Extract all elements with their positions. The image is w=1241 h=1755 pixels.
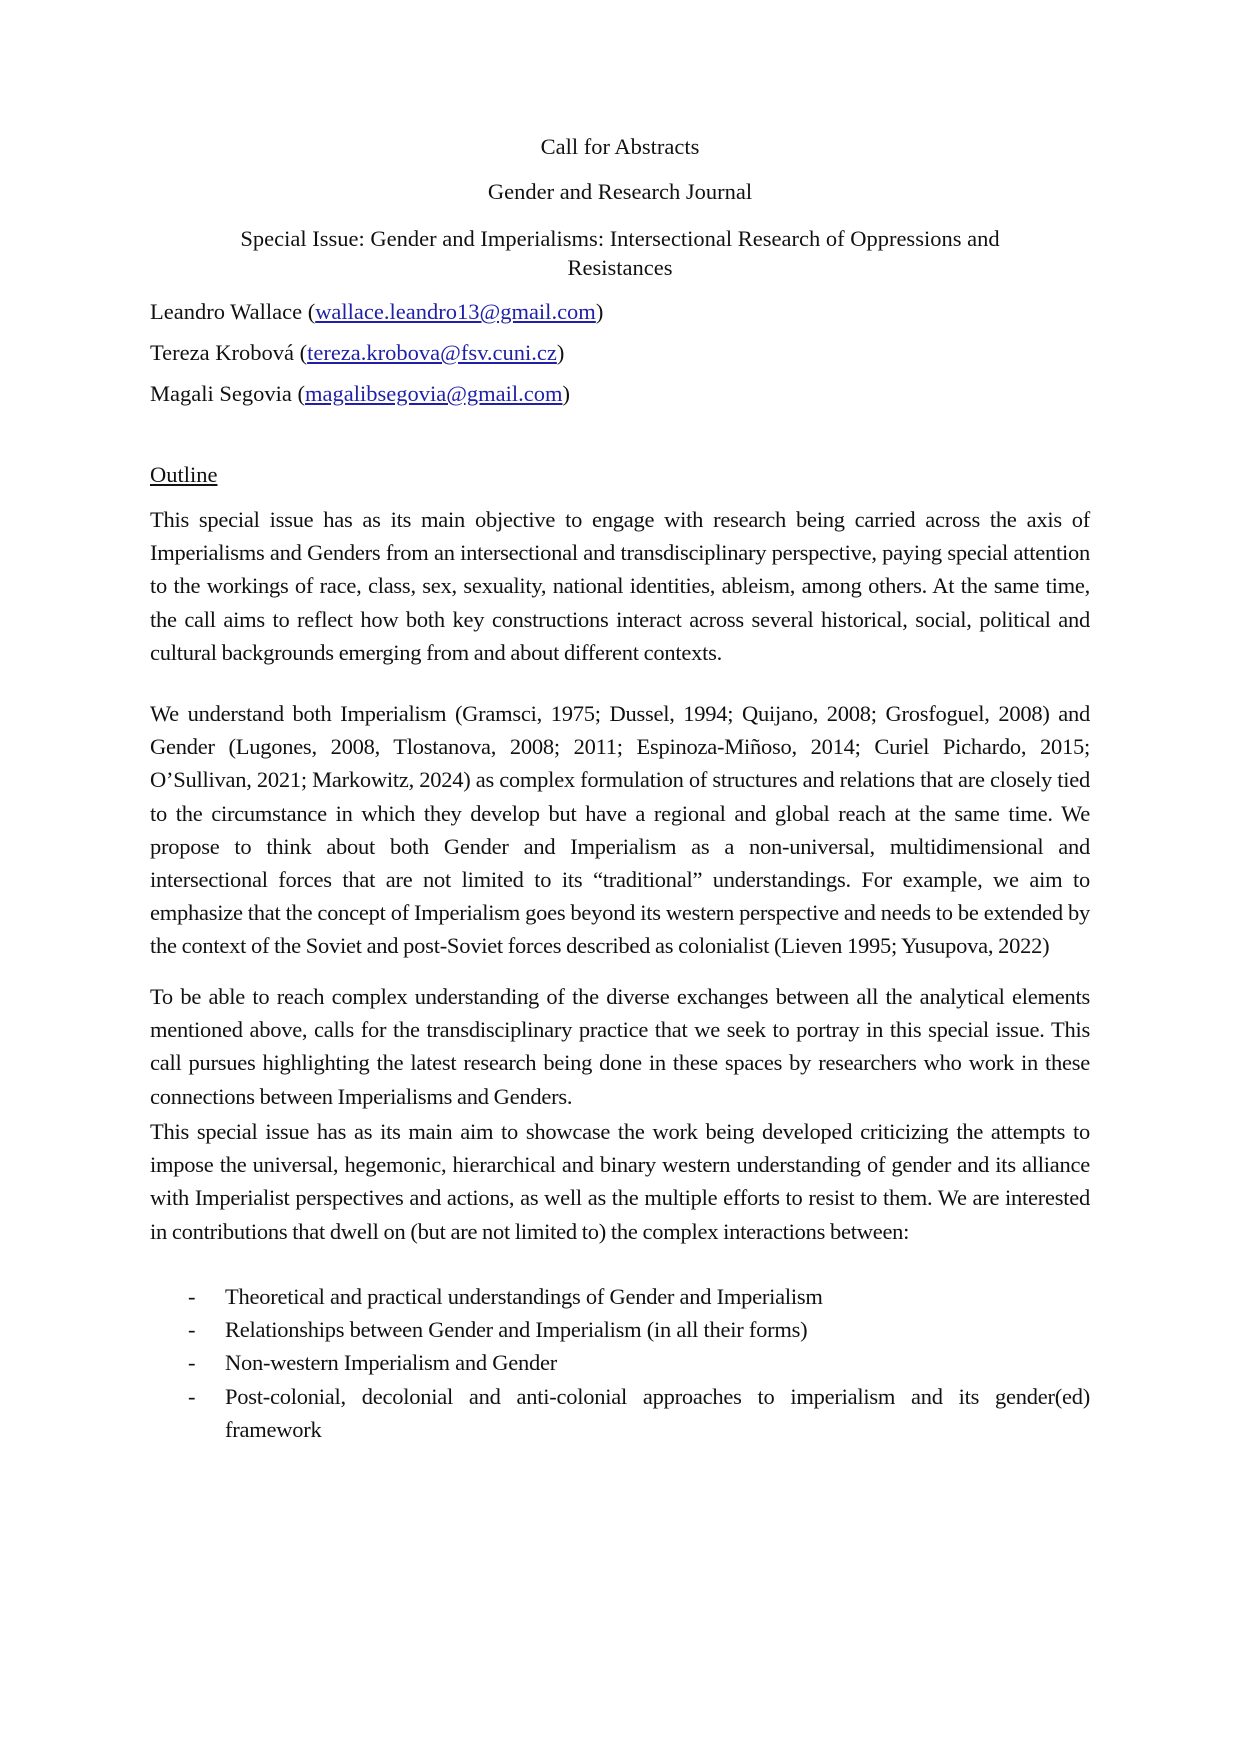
list-item <box>150 1280 1090 1313</box>
close-paren: ) <box>595 299 604 324</box>
author-email-link[interactable]: tereza.krobova@fsv.cuni.cz <box>307 340 557 365</box>
author-name: Magali Segovia <box>150 381 292 406</box>
document-title: Call for Abstracts <box>540 134 700 159</box>
open-paren: ( <box>293 340 308 365</box>
author-line <box>150 336 564 369</box>
list-item <box>150 1346 1090 1379</box>
author-name: Tereza Krobová <box>150 340 294 365</box>
paragraph-understanding: We understand both Imperialism (Gramsci, 1975; Dussel, 1994; Quijano, 2008; Grosfoguel, 2008) and Gender (Lugones, 2008, Tlostanova, 2008; 2011; Espinoza-Miñoso, 2014; Curiel Pichardo, 2015; O’Sullivan, 2021; Markowitz, 2024) as complex formulation of structures and relations that are closely tied to the circumstance in which they develop but have a regional and global reach at the same time. We propose to think about both Gender and Imperialism as a non-universal, multidimensional and intersectional forces that are not limited to its “traditional” understandings. For example, we aim to emphasize that the concept of Imperialism goes beyond its western perspective and needs to be extended by the context of the Soviet and post-Soviet forces described as colonialist (Lieven 1995; Yusupova, 2022) <box>150 701 1090 959</box>
paragraph-transdisciplinary: To be able to reach complex understanding of the diverse exchanges between all the analytical elements mentioned above, calls for the transdisciplinary practice that we seek to portray in this special issue. This call pursues highlighting the latest research being done in these spaces by researchers who work in these connections between Imperialisms and Genders. <box>150 984 1090 1109</box>
author-line <box>150 295 603 328</box>
dash-bullet-icon: - <box>188 1284 196 1309</box>
dash-bullet-icon: - <box>188 1383 196 1409</box>
paragraph-aim: This special issue has as its main aim to showcase the work being developed criticizing the attempts to impose the universal, hegemonic, hierarchical and binary western understanding of gender and its alliance with Imperialist perspectives and actions, as well as the multiple efforts to resist to them. We are interested in contributions that dwell on (but are not limited to) the complex interactions between: <box>150 1119 1090 1244</box>
journal-name: Gender and Research Journal <box>487 179 753 204</box>
dash-bullet-icon: - <box>188 1350 196 1376</box>
list-item-text: Non-western Imperialism and Gender <box>225 1350 558 1376</box>
list-item <box>150 1380 1090 1446</box>
list-item-text: Theoretical and practical understandings of Gender and Imperialism <box>225 1284 823 1309</box>
close-paren: ) <box>556 340 565 365</box>
dash-bullet-icon: - <box>188 1317 196 1343</box>
paragraph-objective: This special issue has as its main objective to engage with research being carried across the axis of Imperialisms and Genders from an intersectional and transdisciplinary perspective, paying special attention to the workings of race, class, sex, sexuality, national identities, ableism, among others. At the same time, the call aims to reflect how both key constructions interact across several historical, social, political and cultural backgrounds emerging from and about different contexts. <box>150 507 1090 665</box>
section-heading-outline: Outline <box>150 462 218 487</box>
special-issue-title-line2: Resistances <box>567 255 673 280</box>
list-item <box>150 1313 1090 1346</box>
list-item-text: Relationships between Gender and Imperialism (in all their forms) <box>225 1317 808 1343</box>
list-item-text: Post-colonial, decolonial and anti-colonial approaches to imperialism and its gender(ed) framework <box>225 1383 1090 1442</box>
author-line <box>150 377 570 410</box>
close-paren: ) <box>562 381 571 406</box>
special-issue-title-line1: Special Issue: Gender and Imperialisms: Intersectional Research of Oppressions and <box>240 226 1000 251</box>
topics-list <box>150 1280 1090 1446</box>
open-paren: ( <box>291 381 305 406</box>
author-name: Leandro Wallace <box>150 299 303 324</box>
author-email-link[interactable]: wallace.leandro13@gmail.com <box>315 299 596 324</box>
open-paren: ( <box>302 299 316 324</box>
author-email-link[interactable]: magalibsegovia@gmail.com <box>304 381 563 406</box>
